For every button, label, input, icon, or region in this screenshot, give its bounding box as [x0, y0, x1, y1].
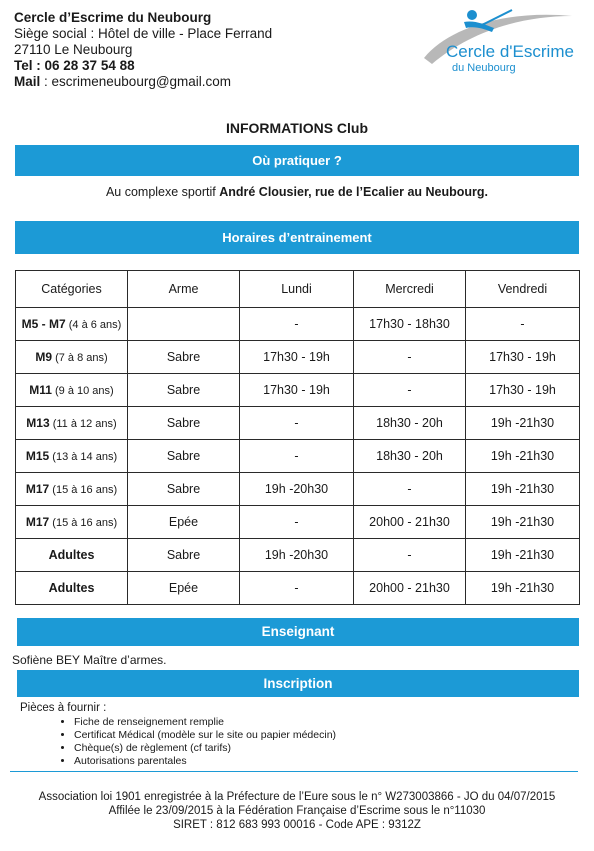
- friday-cell: -: [466, 308, 580, 341]
- category-cell: [16, 506, 128, 539]
- category-age: (15 à 16 ans): [49, 484, 118, 496]
- weapon-cell: Sabre: [128, 374, 240, 407]
- friday-cell: 19h -21h30: [466, 407, 580, 440]
- table-row: [16, 539, 580, 572]
- category-cell: [16, 440, 128, 473]
- friday-cell: 17h30 - 19h: [466, 374, 580, 407]
- friday-cell: 19h -21h30: [466, 539, 580, 572]
- category-code: Adultes: [48, 548, 95, 562]
- page-title: INFORMATIONS Club: [225, 120, 369, 136]
- category-code: M13: [26, 416, 50, 430]
- friday-cell: 19h -21h30: [466, 572, 580, 605]
- table-row: [16, 572, 580, 605]
- weapon-cell: Epée: [128, 572, 240, 605]
- phone-value: : 06 28 37 54 88: [32, 58, 135, 73]
- club-name: Cercle d’Escrime du Neubourg: [14, 10, 212, 25]
- monday-cell: -: [240, 506, 354, 539]
- friday-cell: 19h -21h30: [466, 506, 580, 539]
- documents-intro: Pièces à fournir :: [20, 702, 107, 714]
- where-text-prefix: Au complexe sportif: [105, 185, 220, 199]
- column-header-arme: Arme: [128, 271, 240, 308]
- category-cell: [16, 341, 128, 374]
- column-header-mercredi: Mercredi: [354, 271, 466, 308]
- table-row: [16, 308, 580, 341]
- wednesday-cell: -: [354, 539, 466, 572]
- table-header-row: [16, 271, 580, 308]
- list-item: • Chèque(s) de règlement (cf tarifs): [74, 742, 336, 755]
- category-cell: [16, 572, 128, 605]
- category-code: M11: [29, 383, 52, 397]
- where-heading: Où pratiquer ?: [15, 145, 579, 176]
- email-label: Mail: [14, 74, 41, 89]
- weapon-cell: Epée: [128, 506, 240, 539]
- club-address-line1: Siège social : Hôtel de ville - Place Ferrand: [14, 26, 273, 41]
- table-row: [16, 506, 580, 539]
- inscription-heading: Inscription: [17, 670, 579, 697]
- table-row: [16, 440, 580, 473]
- weapon-cell: Sabre: [128, 407, 240, 440]
- category-code: M9: [35, 350, 53, 364]
- wednesday-cell: -: [354, 473, 466, 506]
- phone-label: Tel: [14, 58, 33, 73]
- table-row: [16, 374, 580, 407]
- table-row: [16, 473, 580, 506]
- monday-cell: -: [240, 407, 354, 440]
- schedule-table: [15, 270, 580, 605]
- list-item: • Autorisations parentales: [74, 755, 336, 768]
- wednesday-cell: 20h00 - 21h30: [354, 506, 466, 539]
- friday-cell: 17h30 - 19h: [466, 341, 580, 374]
- club-address-line2: 27110 Le Neubourg: [14, 42, 133, 57]
- category-age: (9 à 10 ans): [51, 385, 114, 397]
- weapon-cell: Sabre: [128, 440, 240, 473]
- email-value: : escrimeneubourg@gmail.com: [40, 74, 232, 89]
- footer-line3: SIRET : 812 683 993 00016 - Code APE : 9312Z: [173, 819, 421, 831]
- monday-cell: 19h -20h30: [240, 473, 354, 506]
- footer-divider: [10, 771, 578, 772]
- logo-title: Cercle d'Escrime: [446, 42, 574, 61]
- weapon-cell: Sabre: [128, 473, 240, 506]
- footer-line1: Association loi 1901 enregistrée à la Préfecture de l’Eure sous le n° W273003866 - JO du 04/07/2015: [38, 791, 556, 803]
- category-cell: [16, 473, 128, 506]
- category-age: (13 à 14 ans): [49, 451, 118, 463]
- category-code: Adultes: [48, 581, 95, 595]
- monday-cell: 17h30 - 19h: [240, 374, 354, 407]
- list-item: • Fiche de renseignement remplie: [74, 716, 336, 729]
- club-email: [14, 74, 272, 90]
- category-age: (15 à 16 ans): [49, 517, 118, 529]
- category-cell: [16, 407, 128, 440]
- wednesday-cell: 18h30 - 20h: [354, 440, 466, 473]
- category-cell: [16, 539, 128, 572]
- category-code: M17: [25, 482, 50, 496]
- wednesday-cell: 17h30 - 18h30: [354, 308, 466, 341]
- column-header-lundi: Lundi: [240, 271, 354, 308]
- club-phone: [14, 58, 272, 74]
- wednesday-cell: -: [354, 374, 466, 407]
- category-code: M5 - M7: [21, 317, 66, 331]
- category-age: (4 à 6 ans): [65, 319, 122, 331]
- category-code: M15: [25, 449, 50, 463]
- category-cell: [16, 374, 128, 407]
- category-code: M17: [25, 515, 50, 529]
- category-age: (11 à 12 ans): [49, 418, 117, 430]
- friday-cell: 19h -21h30: [466, 473, 580, 506]
- logo-subtitle: du Neubourg: [452, 62, 516, 74]
- documents-items: [20, 716, 336, 768]
- monday-cell: 17h30 - 19h: [240, 341, 354, 374]
- table-row: [16, 407, 580, 440]
- monday-cell: 19h -20h30: [240, 539, 354, 572]
- club-address-block: [14, 10, 272, 90]
- teacher-text: Sofiène BEY Maître d’armes.: [12, 653, 167, 667]
- list-item: • Certificat Médical (modèle sur le site ou papier médecin): [74, 729, 336, 742]
- footer-line2: Affilée le 23/09/2015 à la Fédération Française d’Escrime sous le n°11030: [108, 805, 486, 817]
- table-row: [16, 341, 580, 374]
- column-header-vendredi: Vendredi: [466, 271, 580, 308]
- wednesday-cell: 18h30 - 20h: [354, 407, 466, 440]
- weapon-cell: Sabre: [128, 341, 240, 374]
- column-header-categories: Catégories: [16, 271, 128, 308]
- wednesday-cell: 20h00 - 21h30: [354, 572, 466, 605]
- hours-heading: Horaires d’entrainement: [15, 221, 579, 254]
- wednesday-cell: -: [354, 341, 466, 374]
- category-age: (7 à 8 ans): [52, 352, 108, 364]
- category-cell: [16, 308, 128, 341]
- weapon-cell: [128, 308, 240, 341]
- teacher-heading: Enseignant: [17, 618, 579, 646]
- friday-cell: 19h -21h30: [466, 440, 580, 473]
- monday-cell: -: [240, 572, 354, 605]
- weapon-cell: Sabre: [128, 539, 240, 572]
- documents-list: [20, 702, 336, 768]
- monday-cell: -: [240, 440, 354, 473]
- monday-cell: -: [240, 308, 354, 341]
- where-text: [0, 185, 594, 199]
- legal-footer: [0, 790, 594, 832]
- where-text-place: André Clousier, rue de l’Ecalier au Neubourg.: [219, 185, 489, 199]
